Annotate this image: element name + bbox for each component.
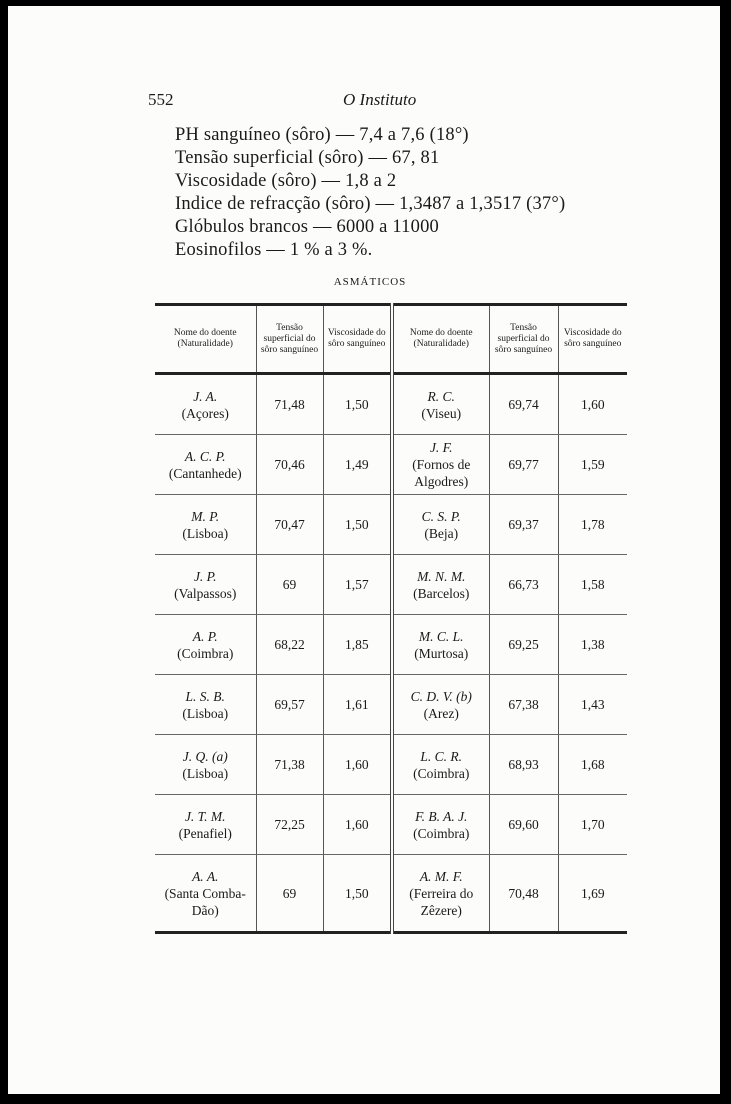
patient-origin: (Valpassos): [174, 585, 237, 601]
header-tension: Tensão superficial do sôro sanguíneo: [489, 305, 558, 374]
patient-initials: A. A.: [192, 868, 219, 884]
tension-value: 72,25: [256, 795, 323, 855]
patient-cell: [392, 855, 489, 933]
tension-value: 70,47: [256, 495, 323, 555]
tension-value: 66,73: [489, 555, 558, 615]
patient-initials: J. T. M.: [184, 808, 226, 824]
viscosity-value: 1,50: [323, 855, 392, 933]
tension-value: 69: [256, 855, 323, 933]
tension-value: 67,38: [489, 675, 558, 735]
asthmatics-table: [155, 303, 627, 934]
patient-origin: (Coimbra): [413, 825, 470, 841]
patient-cell: [155, 374, 256, 435]
patient-cell: [155, 495, 256, 555]
parameter-line: Tensão superficial (sôro) — 67, 81: [175, 148, 440, 168]
header-viscosity: Viscosidade do sôro sanguíneo: [558, 305, 627, 374]
patient-origin: (Lisboa): [182, 705, 229, 721]
patient-initials: J. F.: [429, 440, 453, 455]
patient-initials: F. B. A. J.: [415, 808, 468, 824]
viscosity-value: 1,57: [323, 555, 392, 615]
section-title: ASMÁTICOS: [333, 276, 407, 288]
patient-initials: J. A.: [193, 388, 218, 404]
table-row: [155, 374, 627, 435]
patient-origin: (Penafiel): [178, 825, 232, 841]
viscosity-value: 1,58: [558, 555, 627, 615]
tension-value: 71,48: [256, 374, 323, 435]
viscosity-value: 1,60: [558, 374, 627, 435]
viscosity-value: 1,43: [558, 675, 627, 735]
tension-value: 69,37: [489, 495, 558, 555]
tension-value: 69,74: [489, 374, 558, 435]
viscosity-value: 1,61: [323, 675, 392, 735]
table-row: [155, 855, 627, 933]
patient-cell: [155, 735, 256, 795]
parameter-line: Indice de refracção (sôro) — 1,3487 a 1,3517 (37°): [175, 194, 566, 214]
viscosity-value: 1,78: [558, 495, 627, 555]
patient-initials: C. S. P.: [421, 508, 461, 524]
patient-initials: A. P.: [192, 628, 218, 644]
patient-origin: (Barcelos): [413, 585, 470, 601]
page-header: [148, 90, 588, 114]
tension-value: 69,60: [489, 795, 558, 855]
patient-origin: (Coimbra): [413, 765, 470, 781]
tension-value: 68,22: [256, 615, 323, 675]
patient-origin: (Murtosa): [414, 645, 469, 661]
patient-cell: [392, 795, 489, 855]
viscosity-value: 1,69: [558, 855, 627, 933]
table-row: [155, 495, 627, 555]
table-row: [155, 675, 627, 735]
tension-value: 69,77: [489, 435, 558, 495]
patient-origin: (Santa Comba-Dão): [164, 885, 246, 918]
patient-origin: (Lisboa): [182, 765, 229, 781]
header-viscosity: Viscosidade do sôro sanguíneo: [323, 305, 392, 374]
patient-cell: [392, 675, 489, 735]
parameter-line: Viscosidade (sôro) — 1,8 a 2: [175, 171, 397, 191]
viscosity-value: 1,60: [323, 795, 392, 855]
patient-initials: L. C. R.: [420, 748, 463, 764]
table-row: [155, 435, 627, 495]
patient-initials: R. C.: [427, 388, 455, 404]
parameter-line: PH sanguíneo (sôro) — 7,4 a 7,6 (18°): [175, 125, 469, 145]
viscosity-value: 1,60: [323, 735, 392, 795]
viscosity-value: 1,50: [323, 374, 392, 435]
header-name: Nome do doente (Naturalidade): [155, 305, 256, 374]
table-row: [155, 735, 627, 795]
patient-cell: [392, 435, 489, 495]
viscosity-value: 1,38: [558, 615, 627, 675]
patient-origin: (Fornos de Algodres): [412, 457, 471, 489]
patient-origin: (Ferreira do Zêzere): [409, 885, 474, 918]
patient-cell: [155, 675, 256, 735]
table-row: [155, 795, 627, 855]
viscosity-value: 1,59: [558, 435, 627, 495]
patient-initials: A. C. P.: [184, 448, 226, 464]
tension-value: 71,38: [256, 735, 323, 795]
running-title: O Instituto: [343, 90, 417, 109]
page-number: 552: [148, 90, 174, 109]
tension-value: 69,57: [256, 675, 323, 735]
parameter-line: Glóbulos brancos — 6000 a 11000: [175, 217, 439, 237]
patient-cell: [155, 855, 256, 933]
patient-cell: [155, 435, 256, 495]
blood-parameters: [175, 124, 565, 262]
patient-origin: (Lisboa): [182, 525, 229, 541]
header-tension: Tensão superficial do sôro sanguíneo: [256, 305, 323, 374]
patient-initials: L. S. B.: [185, 688, 225, 704]
patient-cell: [392, 374, 489, 435]
patient-initials: A. M. F.: [419, 868, 463, 884]
patient-cell: [392, 615, 489, 675]
patient-origin: (Açores): [181, 405, 229, 421]
patient-cell: [392, 495, 489, 555]
table-header-row: [155, 305, 627, 374]
patient-initials: M. P.: [191, 508, 220, 524]
patient-cell: [155, 615, 256, 675]
header-name: Nome do doente (Naturalidade): [392, 305, 489, 374]
viscosity-value: 1,50: [323, 495, 392, 555]
patient-origin: (Coimbra): [177, 645, 234, 661]
patient-cell: [155, 555, 256, 615]
tension-value: 70,46: [256, 435, 323, 495]
viscosity-value: 1,49: [323, 435, 392, 495]
tension-value: 69: [256, 555, 323, 615]
table-row: [155, 615, 627, 675]
patient-initials: J. Q. (a): [182, 748, 228, 764]
viscosity-value: 1,85: [323, 615, 392, 675]
patient-origin: (Arez): [423, 705, 459, 721]
patient-initials: J. P.: [193, 568, 217, 584]
patient-initials: M. N. M.: [417, 568, 466, 584]
tension-value: 70,48: [489, 855, 558, 933]
parameter-line: Eosinofilos — 1 % a 3 %.: [175, 240, 373, 260]
patient-cell: [392, 735, 489, 795]
patient-initials: C. D. V. (b): [410, 688, 472, 704]
patient-cell: [155, 795, 256, 855]
tension-value: 69,25: [489, 615, 558, 675]
patient-origin: (Beja): [424, 525, 459, 541]
tension-value: 68,93: [489, 735, 558, 795]
patient-cell: [392, 555, 489, 615]
patient-origin: (Cantanhede): [168, 465, 242, 481]
patient-initials: M. C. L.: [418, 628, 464, 644]
patient-origin: (Viseu): [421, 405, 462, 421]
table-row: [155, 555, 627, 615]
viscosity-value: 1,70: [558, 795, 627, 855]
viscosity-value: 1,68: [558, 735, 627, 795]
